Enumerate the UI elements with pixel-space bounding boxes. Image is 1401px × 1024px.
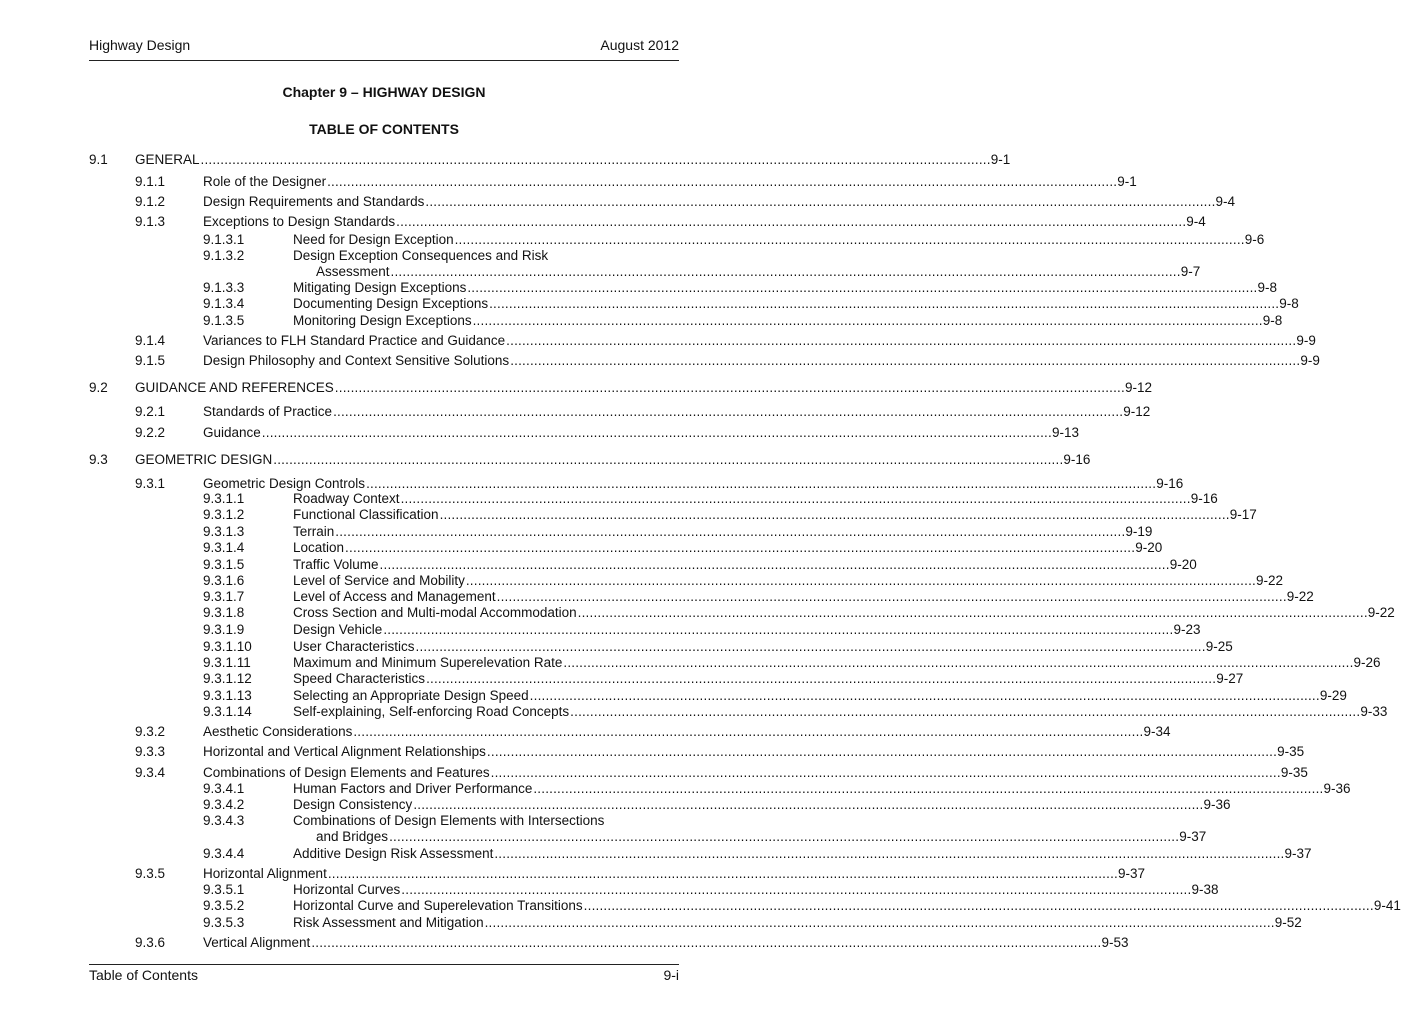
toc-entry-number: 9.1.3.5 <box>203 313 245 328</box>
toc-entry-number: 9.3.1.1 <box>203 491 245 506</box>
toc-entry-label: Vertical Alignment <box>203 935 311 950</box>
toc-entry-page: 9-22 <box>1286 589 1314 604</box>
toc-entry-page: 9-4 <box>1215 194 1236 209</box>
toc-entry-number: 9.3.1.6 <box>203 573 245 588</box>
toc-entry-label: Maximum and Minimum Superelevation Rate <box>293 655 563 670</box>
dot-leader: ........................................................................................................................................................................................................ <box>563 655 1354 670</box>
toc-entry-number: 9.3.5.3 <box>203 915 245 930</box>
toc-entry-label: Self-explaining, Self-enforcing Road Concepts <box>293 704 570 719</box>
footer-left: Table of Contents <box>89 967 198 983</box>
toc-entry-page: 9-29 <box>1319 688 1347 703</box>
toc-entry-label: Risk Assessment and Mitigation <box>293 915 484 930</box>
dot-leader: ........................................................................................................................................................................................................ <box>529 688 1320 703</box>
toc-entry-number: 9.1.3.4 <box>203 296 245 311</box>
toc-entry-number: 9.3.1.14 <box>203 704 252 719</box>
toc-entry-page: 9-36 <box>1323 781 1351 796</box>
toc-entry-label: Location <box>293 540 345 555</box>
dot-leader: ........................................................................................................................................................................................................ <box>345 540 1136 555</box>
toc-entry-label: Design Philosophy and Context Sensitive Solutions <box>203 353 510 368</box>
toc-entry-page: 9-52 <box>1274 915 1302 930</box>
toc-entry-number: 9.3.1.11 <box>203 655 251 670</box>
dot-leader: ........................................................................................................................................................................................................ <box>383 622 1174 637</box>
toc-entry-page: 9-9 <box>1300 353 1320 368</box>
toc-entry-label: GUIDANCE AND REFERENCES <box>135 380 334 395</box>
dot-leader: ........................................................................................................................................................................................................ <box>327 866 1118 881</box>
toc-entry-number: 9.3.2 <box>135 724 166 739</box>
toc-entry-label: Horizontal Curves <box>293 882 401 897</box>
toc-entry-page: 9-8 <box>1279 296 1299 311</box>
toc-entry-number: 9.3.1.4 <box>203 540 245 555</box>
page-header <box>89 37 679 59</box>
toc-entry-label: Design Consistency <box>293 797 413 812</box>
toc-entry-label: Human Factors and Driver Performance <box>293 781 533 796</box>
toc-entry-number: 9.3.4.3 <box>203 813 245 828</box>
header-right: August 2012 <box>600 37 679 53</box>
toc-title: TABLE OF CONTENTS <box>309 121 459 137</box>
dot-leader: ........................................................................................................................................................................................................ <box>415 639 1206 654</box>
toc-entry-number: 9.3.1.7 <box>203 589 245 604</box>
toc-entry-label: Standards of Practice <box>203 404 333 419</box>
toc-entry-label: Combinations of Design Elements with Intersections <box>293 813 605 828</box>
toc-entry-page: 9-19 <box>1125 524 1153 539</box>
toc-entry-page: 9-8 <box>1262 313 1283 328</box>
toc-entry-number: 9.3.1.8 <box>203 605 245 620</box>
toc-entry-number: 9.3.4.2 <box>203 797 245 812</box>
toc-entry-page: 9-20 <box>1135 540 1163 555</box>
dot-leader: ........................................................................................................................................................................................................ <box>465 573 1256 588</box>
toc-entry-label: Horizontal and Vertical Alignment Relationships <box>203 744 486 759</box>
toc-entry-number: 9.3.5 <box>135 866 166 881</box>
toc-entry-page: 9-23 <box>1173 622 1201 637</box>
toc-entry-number: 9.3.6 <box>135 935 166 950</box>
dot-leader: ........................................................................................................................................................................................................ <box>333 404 1124 419</box>
toc-entry-label: Horizontal Alignment <box>203 866 327 881</box>
toc-entry-page: 9-35 <box>1280 765 1308 780</box>
toc-entry-number: 9.1.3.2 <box>203 248 245 263</box>
toc-entry-label: Design Exception Consequences and Risk <box>293 248 549 263</box>
toc-entry-page: 9-22 <box>1256 573 1284 588</box>
toc-entry-number: 9.3.4.4 <box>203 846 245 861</box>
toc-entry-page: 9-38 <box>1191 882 1219 897</box>
toc-entry-page: 9-12 <box>1124 380 1152 395</box>
toc-entry-page: 9-53 <box>1101 935 1129 950</box>
dot-leader: ........................................................................................................................................................................................................ <box>577 605 1368 620</box>
toc-entry-page: 9-37 <box>1284 846 1312 861</box>
toc-entry-label: Variances to FLH Standard Practice and Guidance <box>203 333 506 348</box>
toc-entry-number: 9.3 <box>89 452 108 467</box>
toc-entry-number: 9.1.5 <box>135 353 166 368</box>
toc-entry-number: 9.3.5.1 <box>203 882 245 897</box>
toc-entry-label: Monitoring Design Exceptions <box>293 313 472 328</box>
toc-entry-page: 9-1 <box>1117 174 1137 189</box>
dot-leader: ........................................................................................................................................................................................................ <box>486 744 1278 759</box>
toc-entry-page: 9-16 <box>1190 491 1218 506</box>
toc-entry-page: 9-7 <box>1180 264 1201 279</box>
toc-entry-page: 9-13 <box>1051 425 1079 440</box>
toc-entry-page: 9-16 <box>1156 476 1184 491</box>
toc-entry-number: 9.1.3.3 <box>203 280 245 295</box>
toc-entry-number: 9.3.1.2 <box>203 507 245 522</box>
toc-entry-number: 9.3.1.12 <box>203 671 252 686</box>
dot-leader: ........................................................................................................................................................................................................ <box>396 214 1187 229</box>
toc-entry-label: Need for Design Exception <box>293 232 454 247</box>
toc-entry-number: 9.1.1 <box>135 174 166 189</box>
toc-entry-label: and Bridges <box>316 829 389 844</box>
toc-entry-label: Level of Access and Management <box>293 589 496 604</box>
footer-right: 9-i <box>663 967 679 983</box>
dot-leader: ........................................................................................................................................................................................................ <box>494 846 1285 861</box>
dot-leader: ........................................................................................................................................................................................................ <box>261 425 1052 440</box>
toc-entry-number: 9.3.4 <box>135 765 166 780</box>
header-rule <box>89 60 679 61</box>
toc-entry-label: Geometric Design Controls <box>203 476 366 491</box>
toc-entry-number: 9.2.2 <box>135 425 166 440</box>
toc-entry-number: 9.2 <box>89 380 108 395</box>
toc-entry-page: 9-37 <box>1179 829 1207 844</box>
toc-entry-page: 9-27 <box>1216 671 1244 686</box>
toc-entry-label: Role of the Designer <box>203 174 327 189</box>
toc-entry-label: Assessment <box>316 264 390 279</box>
toc-entry-label: Traffic Volume <box>293 557 379 572</box>
dot-leader: ........................................................................................................................................................................................................ <box>484 915 1275 930</box>
dot-leader: ........................................................................................................................................................................................................ <box>496 589 1287 604</box>
toc-entry-label: GEOMETRIC DESIGN <box>135 452 273 467</box>
toc-entry-label: Speed Characteristics <box>293 671 426 686</box>
toc-entry-label: Design Requirements and Standards <box>203 194 425 209</box>
toc-entry-number: 9.3.1.13 <box>203 688 252 703</box>
dot-leader: ........................................................................................................................................................................................................ <box>400 491 1191 506</box>
toc-entry-label: Combinations of Design Elements and Features <box>203 765 490 780</box>
dot-leader: ........................................................................................................................................................................................................ <box>489 296 1280 311</box>
toc-entry-label: User Characteristics <box>293 639 415 654</box>
dot-leader: ........................................................................................................................................................................................................ <box>353 724 1144 739</box>
toc-entry-label: Selecting an Appropriate Design Speed <box>293 688 529 703</box>
toc-entry-page: 9-36 <box>1203 797 1231 812</box>
dot-leader: ........................................................................................................................................................................................................ <box>533 781 1324 796</box>
toc-entry-label: Level of Service and Mobility <box>293 573 465 588</box>
toc-entry-label: Roadway Context <box>293 491 400 506</box>
toc-entry-label: Terrain <box>293 524 335 539</box>
toc-entry-page: 9-26 <box>1353 655 1381 670</box>
toc-entry-number: 9.3.5.2 <box>203 898 245 913</box>
toc-entry-number: 9.3.4.1 <box>203 781 245 796</box>
toc-entry-page: 9-4 <box>1186 214 1206 229</box>
dot-leader: ........................................................................................................................................................................................................ <box>311 935 1102 950</box>
toc-entry-page: 9-20 <box>1169 557 1197 572</box>
toc-entry-label: GENERAL <box>135 152 200 167</box>
toc-entry-number: 9.3.1.5 <box>203 557 245 572</box>
toc-entry-number: 9.3.3 <box>135 744 166 759</box>
dot-leader: ........................................................................................................................................................................................................ <box>583 898 1374 913</box>
toc-entry-label: Design Vehicle <box>293 622 383 637</box>
dot-leader: ........................................................................................................................................................................................................ <box>327 174 1118 189</box>
toc-entry-page: 9-9 <box>1296 333 1316 348</box>
dot-leader: ........................................................................................................................................................................................................ <box>425 194 1216 209</box>
toc-entry-number: 9.1.3.1 <box>203 232 245 247</box>
toc-entry-page: 9-33 <box>1360 704 1388 719</box>
toc-entry-label: Horizontal Curve and Superelevation Transitions <box>293 898 583 913</box>
dot-leader: ........................................................................................................................................................................................................ <box>401 882 1192 897</box>
dot-leader: ........................................................................................................................................................................................................ <box>426 671 1217 686</box>
dot-leader: ........................................................................................................................................................................................................ <box>413 797 1204 812</box>
toc-entry-label: Exceptions to Design Standards <box>203 214 396 229</box>
toc-entry-page: 9-25 <box>1205 639 1233 654</box>
toc-entry-number: 9.3.1.9 <box>203 622 245 637</box>
header-left: Highway Design <box>89 37 191 53</box>
toc-entry-number: 9.1.4 <box>135 333 166 348</box>
toc-entry-page: 9-8 <box>1257 280 1278 295</box>
toc-entry-page: 9-22 <box>1367 605 1395 620</box>
dot-leader: ........................................................................................................................................................................................................ <box>335 524 1126 539</box>
dot-leader: ........................................................................................................................................................................................................ <box>273 452 1064 467</box>
toc-entry-page: 9-17 <box>1229 507 1257 522</box>
toc-entry-label: Cross Section and Multi-modal Accommodation <box>293 605 577 620</box>
dot-leader: ........................................................................................................................................................................................................ <box>390 264 1181 279</box>
toc-entry-number: 9.2.1 <box>135 404 166 419</box>
dot-leader: ........................................................................................................................................................................................................ <box>334 380 1125 395</box>
dot-leader: ........................................................................................................................................................................................................ <box>506 333 1297 348</box>
toc-entry-page: 9-35 <box>1277 744 1305 759</box>
dot-leader: ........................................................................................................................................................................................................ <box>389 829 1180 844</box>
dot-leader: ........................................................................................................................................................................................................ <box>439 507 1230 522</box>
dot-leader: ........................................................................................................................................................................................................ <box>379 557 1170 572</box>
dot-leader: ........................................................................................................................................................................................................ <box>454 232 1245 247</box>
toc-entry-label: Guidance <box>203 425 261 440</box>
dot-leader: ........................................................................................................................................................................................................ <box>467 280 1258 295</box>
dot-leader: ........................................................................................................................................................................................................ <box>200 152 991 167</box>
toc-entry-page: 9-12 <box>1123 404 1151 419</box>
toc-entry-label: Mitigating Design Exceptions <box>293 280 467 295</box>
toc-entry-page: 9-6 <box>1244 232 1265 247</box>
dot-leader: ........................................................................................................................................................................................................ <box>570 704 1361 719</box>
toc-entry-page: 9-41 <box>1373 898 1401 913</box>
toc-entry-label: Documenting Design Exceptions <box>293 296 489 311</box>
footer-rule <box>89 964 679 965</box>
chapter-title: Chapter 9 – HIGHWAY DESIGN <box>282 84 486 100</box>
toc-entry-page: 9-1 <box>990 152 1011 167</box>
toc-entry-label: Additive Design Risk Assessment <box>293 846 494 861</box>
toc-entry-number: 9.3.1.10 <box>203 639 252 654</box>
toc-entry-label: Functional Classification <box>293 507 439 522</box>
dot-leader: ........................................................................................................................................................................................................ <box>490 765 1281 780</box>
dot-leader: ........................................................................................................................................................................................................ <box>366 476 1157 491</box>
toc-entry-page: 9-34 <box>1143 724 1171 739</box>
toc-entry-label: Aesthetic Considerations <box>203 724 353 739</box>
toc-entry-number: 9.1.3 <box>135 214 166 229</box>
toc-entry-number: 9.3.1 <box>135 476 166 491</box>
toc-entry-page: 9-37 <box>1117 866 1146 881</box>
dot-leader: ........................................................................................................................................................................................................ <box>510 353 1301 368</box>
toc-entry-number: 9.1.2 <box>135 194 166 209</box>
toc-entry-page: 9-16 <box>1063 452 1091 467</box>
toc-entry-number: 9.1 <box>89 152 108 167</box>
toc-entry-number: 9.3.1.3 <box>203 524 245 539</box>
dot-leader: ........................................................................................................................................................................................................ <box>472 313 1263 328</box>
